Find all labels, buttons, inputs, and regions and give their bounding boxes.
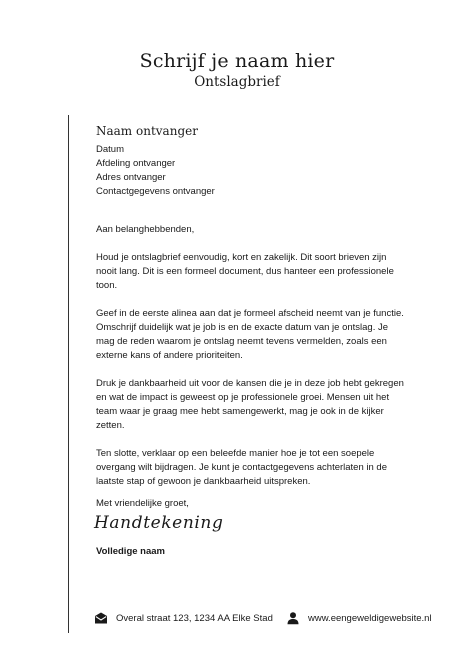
- recipient-name: Naam ontvanger: [96, 124, 198, 138]
- salutation: Aan belanghebbenden,: [96, 224, 195, 235]
- letter-body: [96, 124, 408, 489]
- footer-website: [286, 611, 432, 625]
- signature: Handtekening: [94, 513, 224, 533]
- recipient-contact: Contactgegevens ontvanger: [96, 186, 215, 197]
- vertical-divider: [68, 115, 69, 633]
- recipient-date: Datum: [96, 144, 124, 155]
- recipient-department: Afdeling ontvanger: [96, 158, 176, 169]
- full-name: Volledige naam: [96, 546, 165, 557]
- website-link[interactable]: www.eengeweldigewebsite.nl: [308, 612, 432, 624]
- footer-address: [94, 611, 273, 625]
- recipient-address: Adres ontvanger: [96, 172, 166, 183]
- sender-name: Schrijf je naam hier: [139, 50, 335, 72]
- address-text: Overal straat 123, 1234 AA Elke Stad: [116, 612, 273, 624]
- paragraph-4: Ten slotte, verklaar op een beleefde manier hoe je tot een soepele overgang wilt bijdragen. Je kunt je contactgegevens achterlaten in de laatste stap of gewoon je dankbaarheid uitspreken.: [96, 448, 387, 487]
- letter-header: [0, 50, 474, 91]
- mail-icon: [94, 611, 108, 625]
- paragraph-3: Druk je dankbaarheid uit voor de kansen die je in deze job hebt gekregen en wat de impact is geweest op je professionele groei. Mensen uit het team waar je graag mee hebt samengewerkt, mag je ook in de kijker zetten.: [96, 378, 404, 431]
- person-icon: [286, 611, 300, 625]
- closing: Met vriendelijke groet,: [96, 498, 189, 509]
- paragraph-2: Geef in de eerste alinea aan dat je formeel afscheid neemt van je functie. Omschrijf duidelijk wat je job is en de exacte datum van je ontslag. Je mag de reden waarom je ontslag neemt tevens vermelden, zoals een externe kans of andere prioriteiten.: [96, 308, 404, 361]
- paragraph-1: Houd je ontslagbrief eenvoudig, kort en zakelijk. Dit soort brieven zijn nooit lang. Dit is een formeel document, dus hanteer een professionele toon.: [96, 252, 394, 291]
- document-subtitle: Ontslagbrief: [194, 74, 280, 90]
